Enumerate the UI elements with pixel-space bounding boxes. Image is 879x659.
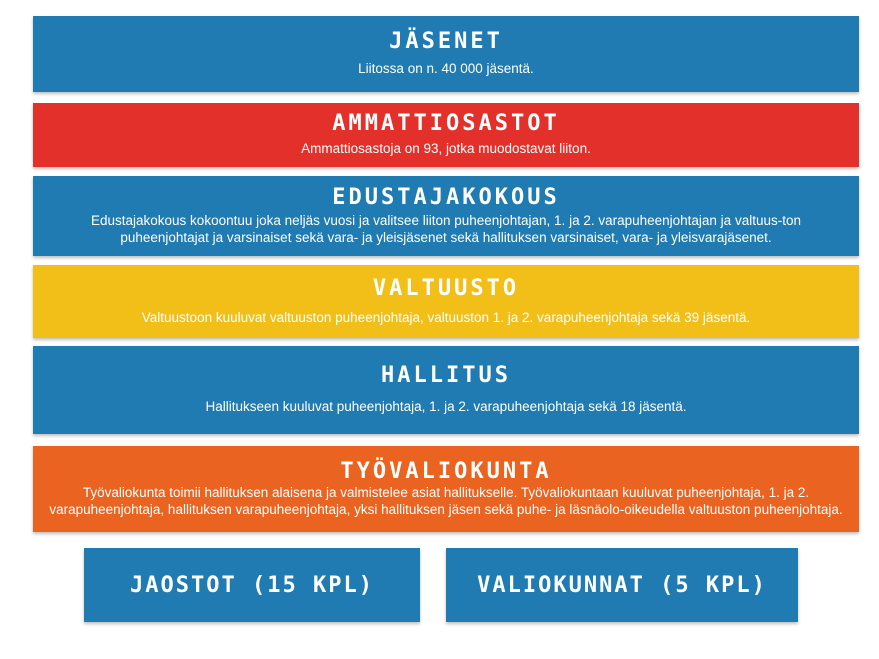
level-ammattiosastot bbox=[33, 103, 859, 167]
level-tyovaliokunta bbox=[33, 446, 859, 532]
level-title: HALLITUS bbox=[381, 363, 511, 389]
level-title: EDUSTAJAKOKOUS bbox=[332, 185, 560, 211]
level-title: VALTUUSTO bbox=[372, 275, 520, 301]
level-description: Hallitukseen kuuluvat puheenjohtaja, 1. ja 2. varapuheenjohtaja sekä 18 jäsentä. bbox=[205, 399, 687, 415]
sub-body-valiokunnat: VALIOKUNNAT (5 KPL) bbox=[446, 548, 798, 622]
level-description: Ammattiosastoja on 93, jotka muodostavat liiton. bbox=[301, 141, 591, 157]
level-description: Edustajakokous kokoontuu joka neljäs vuosi ja valitsee liiton puheenjohtajan, 1. ja 2. varapuheenjohtajan ja valtuus-ton puheenjohtajat ja varsinaiset sekä vara- ja yleisjäsenet sekä hallituksen varsinaiset, vara- ja yleisvarajäsenet. bbox=[91, 213, 801, 245]
sub-body-jaostot: JAOSTOT (15 KPL) bbox=[84, 548, 420, 622]
level-title: JÄSENET bbox=[389, 29, 503, 55]
level-hallitus bbox=[33, 346, 859, 434]
level-jasenet bbox=[33, 16, 859, 92]
level-edustajakokous bbox=[33, 176, 859, 256]
level-description: Valtuustoon kuuluvat valtuuston puheenjohtaja, valtuuston 1. ja 2. varapuheenjohtaja sekä 39 jäsentä. bbox=[141, 309, 751, 325]
level-description: Liitossa on n. 40 000 jäsentä. bbox=[358, 61, 534, 77]
level-description: Työvaliokunta toimii hallituksen alaisena ja valmistelee asiat hallitukselle. Työvaliokuntaan kuuluvat puheenjohtaja, 1. ja 2. varapuheenjohtaja, hallituksen varapuheenjohtaja, yksi hallituksen jäsen sekä puhe- ja läsnäolo-oikeudella valtuuston puheenjohtaja. bbox=[49, 485, 843, 517]
level-title: AMMATTIOSASTOT bbox=[332, 111, 560, 137]
level-valtuusto bbox=[33, 265, 859, 338]
level-title: TYÖVALIOKUNTA bbox=[340, 459, 552, 485]
